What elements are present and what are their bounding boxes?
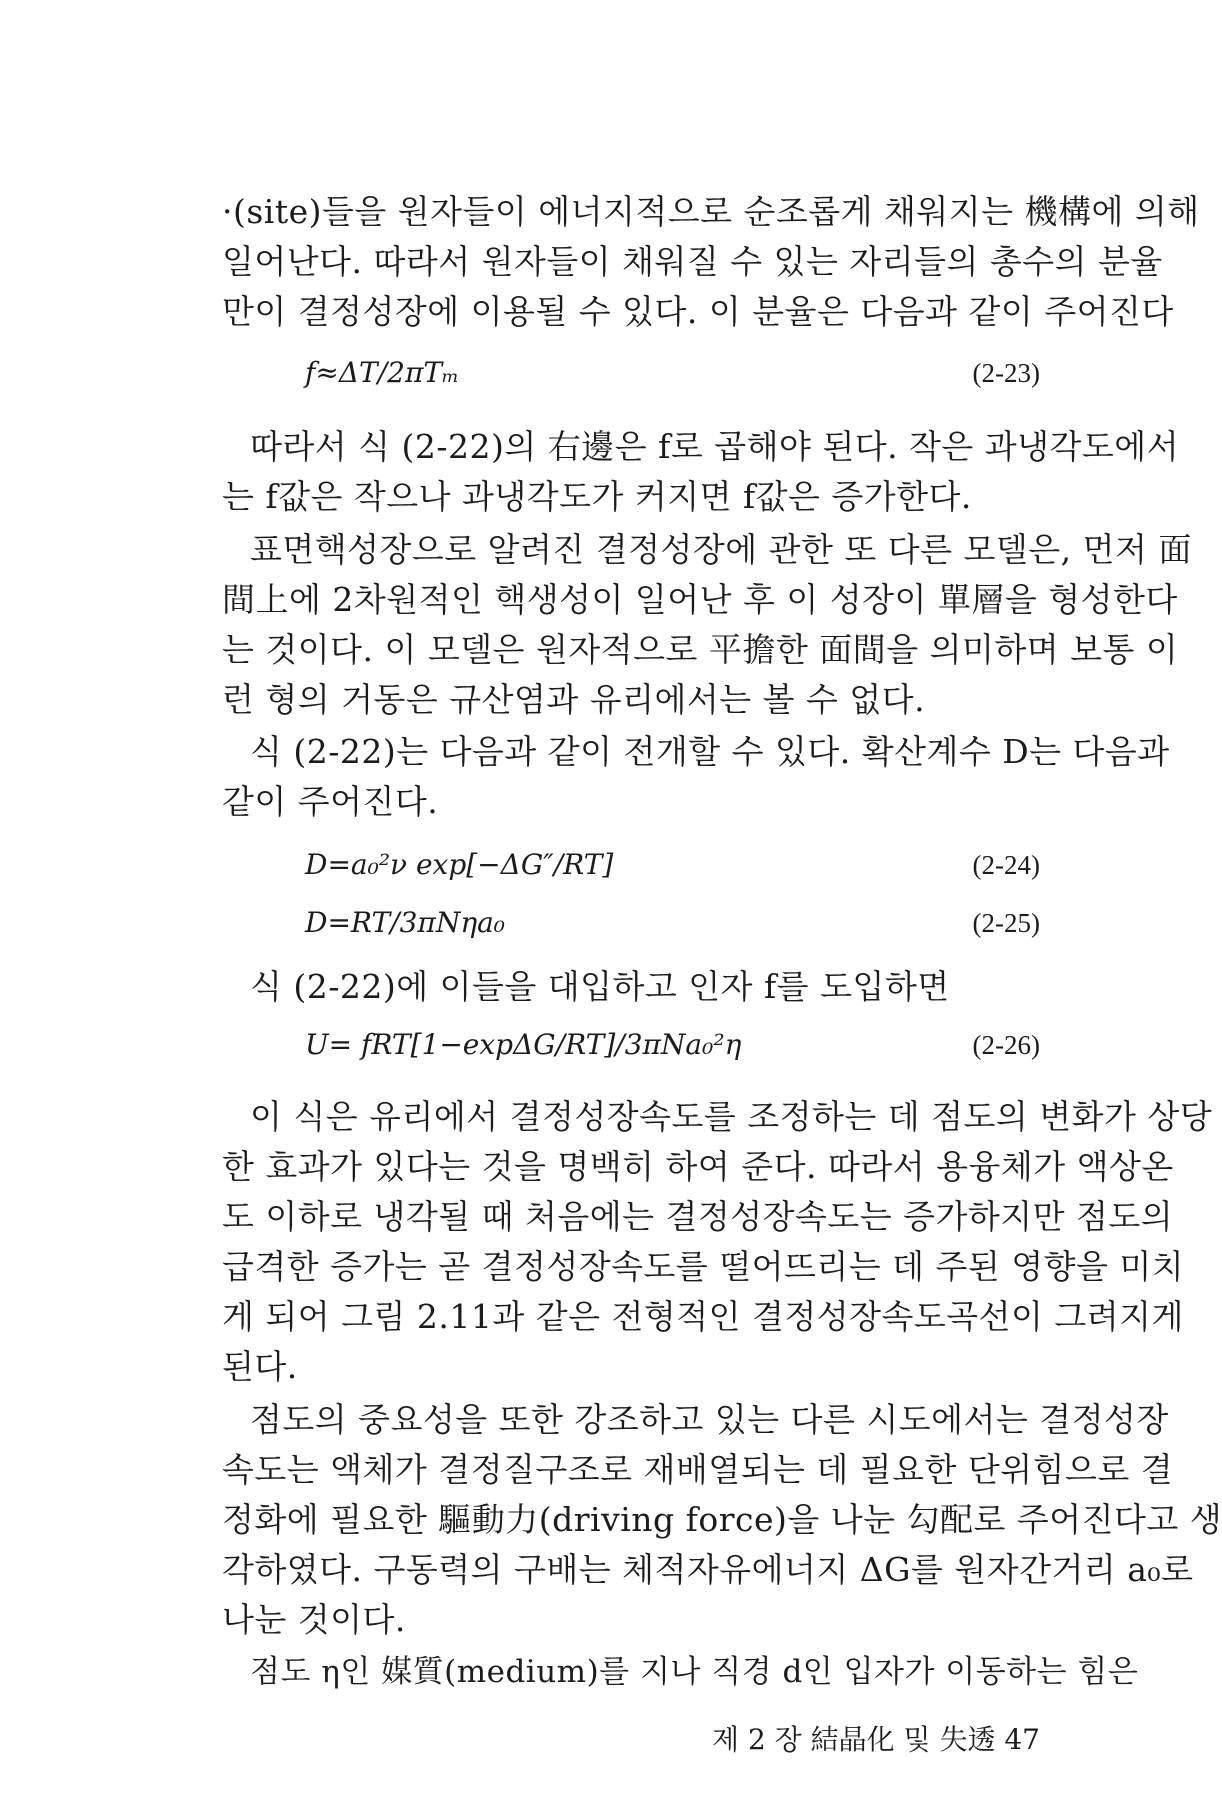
text-line: 표면핵성장으로 알려진 결정성장에 관한 또 다른 모델은, 먼저 面 xyxy=(250,530,1192,569)
text-line: 식 (2-22)에 이들을 대입하고 인자 f를 도입하면 xyxy=(250,967,950,1006)
text-line: 한 효과가 있다는 것을 명백히 하여 준다. 따라서 용융체가 액상온 xyxy=(222,1147,1174,1186)
text-line: 점도 η인 媒質(medium)를 지나 직경 d인 입자가 이동하는 힘은 xyxy=(250,1654,1139,1690)
text-line: 점도의 중요성을 또한 강조하고 있는 다른 시도에서는 결정성장 xyxy=(250,1400,1169,1439)
text-line: 같이 주어진다. xyxy=(222,782,439,821)
text-line: 각하였다. 구동력의 구배는 체적자유에너지 ΔG를 원자간거리 a₀로 xyxy=(222,1550,1194,1589)
equation-number: (2-26) xyxy=(972,1030,1040,1060)
text-line: 게 되어 그림 2.11과 같은 전형적인 결정성장속도곡선이 그려지게 xyxy=(222,1297,1184,1336)
page-footer: 제 2 장 結晶化 및 失透 47 xyxy=(712,1723,1040,1756)
text-line: 정화에 필요한 驅動力(driving force)을 나눈 勾配로 주어진다고 생 xyxy=(222,1500,1222,1539)
text-line: 나눈 것이다. xyxy=(222,1600,406,1639)
equation-2-25 xyxy=(305,903,1040,943)
equation-2-24 xyxy=(305,845,1040,885)
text-line: 식 (2-22)는 다음과 같이 전개할 수 있다. 확산계수 D는 다음과 xyxy=(250,732,1170,771)
equation-formula: U= fRT[1−expΔG/RT]/3πNa₀²η xyxy=(305,1028,742,1061)
equation-number: (2-23) xyxy=(972,358,1040,388)
text-line: 속도는 액체가 결정질구조로 재배열되는 데 필요한 단위힘으로 결 xyxy=(222,1450,1174,1489)
equation-formula: D=RT/3πNηa₀ xyxy=(305,906,506,939)
equation-number: (2-24) xyxy=(972,850,1040,880)
text-line: ·(site)들을 원자들이 에너지적으로 순조롭게 채워지는 機構에 의해 xyxy=(222,192,1200,231)
equation-number: (2-25) xyxy=(972,908,1040,938)
equation-2-23 xyxy=(305,353,1040,393)
text-line: 이 식은 유리에서 결정성장속도를 조정하는 데 점도의 변화가 상당 xyxy=(250,1097,1213,1136)
text-line: 된다. xyxy=(222,1347,298,1386)
equation-formula: D=a₀²ν exp[−ΔG″/RT] xyxy=(305,848,614,881)
text-line: 일어난다. 따라서 원자들이 채워질 수 있는 자리들의 총수의 분율 xyxy=(222,242,1163,281)
text-line: 도 이하로 냉각될 때 처음에는 결정성장속도는 증가하지만 점도의 xyxy=(222,1197,1174,1236)
text-line: 는 것이다. 이 모델은 원자적으로 平擔한 面間을 의미하며 보통 이 xyxy=(222,630,1179,669)
equation-2-26 xyxy=(305,1025,1040,1065)
text-line: 따라서 식 (2-22)의 右邊은 f로 곱해야 된다. 작은 과냉각도에서 xyxy=(250,427,1180,466)
text-line: 런 형의 거동은 규산염과 유리에서는 볼 수 없다. xyxy=(222,680,926,719)
text-line: 間上에 2차원적인 핵생성이 일어난 후 이 성장이 單層을 형성한다 xyxy=(222,580,1178,619)
equation-formula: f≈ΔT/2πTₘ xyxy=(305,356,460,389)
text-line: 급격한 증가는 곧 결정성장속도를 떨어뜨리는 데 주된 영향을 미치 xyxy=(222,1247,1185,1286)
text-line: 는 f값은 작으나 과냉각도가 커지면 f값은 증가한다. xyxy=(222,477,972,516)
text-line: 만이 결정성장에 이용될 수 있다. 이 분율은 다음과 같이 주어진다 xyxy=(222,292,1174,331)
